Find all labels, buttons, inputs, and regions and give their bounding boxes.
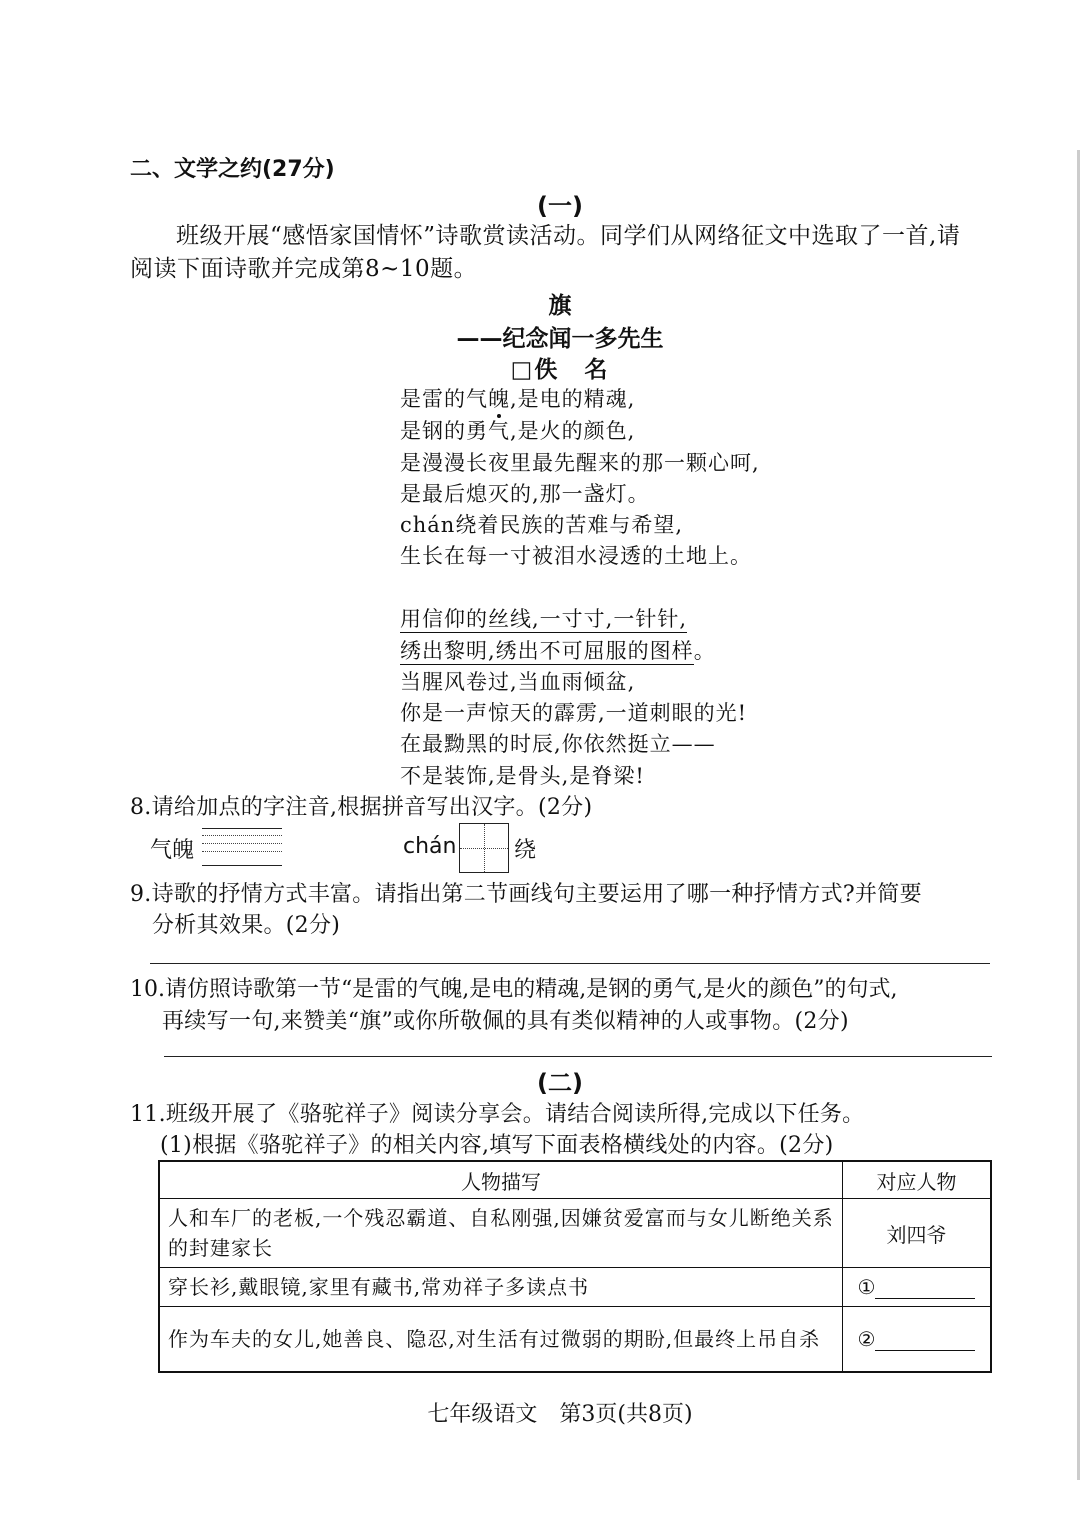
question-10-line-1: 10.请仿照诗歌第一节“是雷的气魄,是电的精魂,是钢的勇气,是火的颜色”的句式,	[130, 977, 898, 1002]
q10-answer-line[interactable]	[164, 1056, 992, 1057]
question-9-line-2: 分析其效果。(2分)	[152, 913, 341, 938]
poem-line-10: 你是一声惊天的霹雳,一道刺眼的光!	[400, 701, 748, 725]
table-header-row	[159, 1161, 991, 1199]
part-title-2: (二)	[537, 1069, 583, 1097]
poem-line-7: 用信仰的丝线,一寸寸,一针针,	[400, 607, 688, 631]
poem-line-8-wrap	[400, 635, 716, 665]
question-10-line-2: 再续写一句,来赞美“旗”或你所敬佩的具有类似精神的人或事物。(2分)	[162, 1009, 849, 1034]
intro-line-1: 班级开展“感悟家国情怀”诗歌赏读活动。同学们从网络征文中选取了一首,请	[176, 223, 961, 249]
poem-line-8-end: 。	[693, 639, 716, 663]
header-desc: 人物描写	[159, 1161, 843, 1199]
poem-line-5: chán绕着民族的苦难与希望,	[400, 513, 684, 537]
table-row	[159, 1307, 991, 1373]
intro-line-2: 阅读下面诗歌并完成第8~10题。	[130, 256, 478, 282]
row-1-who: 刘四爷	[843, 1199, 992, 1268]
part-title-1: (一)	[537, 192, 583, 220]
row-2-blank[interactable]	[875, 1276, 975, 1299]
table-row	[159, 1199, 991, 1268]
hanzi-answer-box[interactable]	[459, 823, 509, 873]
header-who: 对应人物	[843, 1161, 992, 1199]
question-8: 8.请给加点的字注音,根据拼音写出汉字。(2分)	[130, 795, 593, 820]
row-2-answer-cell[interactable]	[843, 1268, 992, 1307]
row-3-answer-cell[interactable]	[843, 1307, 992, 1373]
q8-word1: 气魄	[150, 838, 195, 863]
q8-pinyin: chán	[403, 834, 457, 859]
poem-line-4: 是最后熄灭的,那一盏灯。	[400, 482, 650, 506]
poem-line-7-wrap	[400, 603, 687, 633]
table-row	[159, 1268, 991, 1307]
poem-line-3: 是漫漫长夜里最先醒来的那一颗心呵,	[400, 451, 760, 475]
poem-line-8: 绣出黎明,绣出不可屈服的图样	[400, 639, 694, 663]
poem-line-2	[400, 415, 635, 445]
row-2-desc: 穿长衫,戴眼镜,家里有藏书,常劝祥子多读点书	[159, 1268, 843, 1307]
row-2-who: ①	[857, 1275, 876, 1299]
row-3-desc: 作为车夫的女儿,她善良、隐忍,对生活有过微弱的期盼,但最终上吊自杀	[159, 1307, 843, 1373]
dotted-char: 气	[488, 419, 510, 443]
question-9-line-1: 9.诗歌的抒情方式丰富。请指出第二节画线句主要运用了哪一种抒情方式?并简要	[130, 882, 922, 907]
q9-answer-line[interactable]	[150, 963, 990, 964]
poem-line-1: 是雷的气魄,是电的精魂,	[400, 387, 636, 411]
character-table	[158, 1160, 992, 1373]
section-title: 二、文学之约(27分)	[130, 157, 335, 182]
row-3-who: ②	[857, 1327, 876, 1351]
question-11: 11.班级开展了《骆驼祥子》阅读分享会。请结合阅读所得,完成以下任务。	[130, 1102, 865, 1127]
poem-title: 旗	[548, 293, 572, 319]
poem-subtitle: ——纪念闻一多先生	[456, 326, 664, 352]
poem-author: □佚 名	[510, 357, 610, 383]
question-11-sub-1: (1)根据《骆驼祥子》的相关内容,填写下面表格横线处的内容。(2分)	[160, 1133, 834, 1158]
pinyin-answer-box[interactable]	[202, 828, 282, 866]
poem-line-9: 当腥风卷过,当血雨倾盆,	[400, 670, 636, 694]
row-1-desc: 人和车厂的老板,一个残忍霸道、自私刚强,因嫌贫爱富而与女儿断绝关系的封建家长	[159, 1199, 843, 1268]
poem-line-6: 生长在每一寸被泪水浸透的土地上。	[400, 544, 752, 568]
row-3-blank[interactable]	[875, 1328, 975, 1351]
poem-line-11: 在最黝黑的时辰,你依然挺立——	[400, 732, 716, 756]
poem-line-12: 不是装饰,是骨头,是脊梁!	[400, 764, 645, 788]
q8-word2-char: 绕	[514, 838, 537, 863]
page-footer: 七年级语文 第3页(共8页)	[427, 1402, 693, 1427]
poem-line-2-post: ,是火的颜色,	[510, 419, 636, 443]
poem-line-2-pre: 是钢的勇	[400, 419, 488, 443]
